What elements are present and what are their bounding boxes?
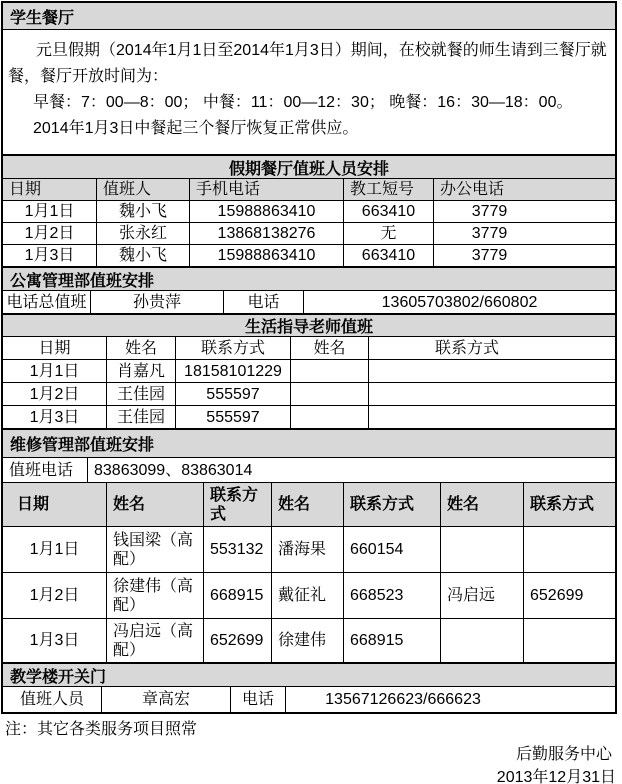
table-cell: 3779: [433, 201, 615, 222]
table-cell: 1月2日: [29, 587, 80, 604]
table-row: [3, 406, 615, 429]
table-cell: 15988863410: [189, 201, 343, 222]
section-title-text: 教学楼开关门: [10, 668, 107, 686]
column-header: 姓名: [106, 483, 203, 526]
table-cell: 13605703802/660802: [303, 291, 615, 313]
table-cell: 王佳园: [106, 383, 175, 405]
table-cell: 1月2日: [29, 385, 80, 403]
table-cell: 555597: [175, 383, 290, 405]
table-cell: [368, 360, 615, 382]
table-cell: 徐建伟: [271, 619, 343, 662]
table-cell: 无: [343, 223, 433, 244]
section-title-student-canteen: [3, 3, 615, 30]
table-row: [3, 360, 615, 383]
table-cell: 魏小飞: [96, 201, 189, 222]
table-cell: 戴征礼: [271, 573, 343, 618]
table-cell: 1月2日: [24, 225, 75, 242]
column-header: 值班人: [96, 179, 189, 200]
column-header: 联系方式: [203, 483, 271, 526]
column-header: 姓名: [106, 337, 175, 359]
table-cell: 1月1日: [29, 362, 80, 380]
table-cell: [440, 527, 523, 572]
section-title-maintenance: [3, 429, 615, 458]
table-cell: 663410: [343, 245, 433, 266]
table-cell: 3779: [433, 223, 615, 244]
paragraph-line: 餐，餐厅开放时间为：: [8, 68, 169, 85]
section-title-apartment: [3, 267, 615, 291]
table-cell: 652699: [523, 573, 615, 618]
section-title-text: 公寓管理部值班安排: [10, 272, 155, 290]
table-cell: 魏小飞: [96, 245, 189, 266]
table-cell: 冯启远（高配）: [106, 619, 203, 662]
column-header: 联系方式: [523, 483, 615, 526]
table-cell: 电话: [223, 291, 303, 313]
table-row: [3, 223, 615, 245]
table-cell: 553132: [203, 527, 271, 572]
section-title-text: 生活指导老师值班: [244, 319, 373, 336]
column-header: 办公电话: [433, 179, 615, 200]
apartment-duty-row: [3, 291, 615, 314]
table-cell: 值班电话: [9, 461, 74, 479]
maintenance-header-row: [3, 483, 615, 527]
table-cell: 电话总值班: [6, 293, 87, 311]
table-cell: 电话: [230, 687, 285, 712]
table-cell: 660154: [343, 527, 440, 572]
paragraph-line: 2014年1月3日中餐起三个餐厅恢复正常供应。: [33, 120, 359, 137]
table-cell: 张永红: [96, 223, 189, 244]
table-cell: 冯启远: [440, 573, 523, 618]
table-cell: 1月3日: [29, 632, 80, 649]
table-row: [3, 573, 615, 619]
table-cell: 652699: [203, 619, 271, 662]
footer-organization: 后勤服务中心: [515, 746, 612, 763]
table-row: [3, 201, 615, 223]
column-header: 姓名: [290, 337, 368, 359]
table-cell: 668915: [343, 619, 440, 662]
table-cell: 1月3日: [29, 408, 80, 426]
table-cell: [368, 383, 615, 405]
table-cell: 555597: [175, 406, 290, 428]
section-title-teaching-building: [3, 663, 615, 687]
column-header: 日期: [17, 496, 50, 513]
table-cell: 钱国梁（高配）: [106, 527, 203, 572]
teaching-building-duty-row: [3, 687, 615, 712]
table-cell: 章高宏: [101, 687, 230, 712]
table-cell: 668915: [203, 573, 271, 618]
table-cell: [523, 527, 615, 572]
table-cell: 肖嘉凡: [106, 360, 175, 382]
section-title-text: 维修管理部值班安排: [10, 437, 155, 454]
table-cell: [368, 406, 615, 428]
table-cell: 18158101229: [175, 360, 290, 382]
table-row: [3, 619, 615, 663]
section-title-life-teacher: [3, 314, 615, 337]
canteen-notice-paragraph: [3, 30, 615, 155]
table-row: [3, 383, 615, 406]
table-cell: 663410: [343, 201, 433, 222]
table-row: [3, 527, 615, 573]
table-cell: 668523: [343, 573, 440, 618]
column-header: 日期: [38, 339, 71, 357]
table-cell: 13567126623/666623: [285, 687, 615, 712]
table-cell: 83863099、83863014: [87, 458, 615, 482]
paragraph-line: 元旦假期（2014年1月1日至2014年1月3日）期间，在校就餐的师生请到三餐厅就: [36, 42, 607, 59]
maintenance-phone-row: [3, 458, 615, 483]
table-cell: 1月1日: [24, 203, 75, 220]
section-title-text: 学生餐厅: [10, 9, 75, 27]
life-teacher-header-row: [3, 337, 615, 360]
column-header: 联系方式: [343, 483, 440, 526]
table-cell: 孙贵萍: [90, 291, 223, 313]
canteen-duty-header-row: [3, 179, 615, 201]
table-cell: 王佳园: [106, 406, 175, 428]
table-cell: [523, 619, 615, 662]
table-cell: 1月1日: [29, 541, 80, 558]
table-cell: [290, 383, 368, 405]
table-cell: 15988863410: [189, 245, 343, 266]
table-cell: 潘海果: [271, 527, 343, 572]
table-cell: 徐建伟（高配）: [106, 573, 203, 618]
column-header: 教工短号: [343, 179, 433, 200]
table-cell: 3779: [433, 245, 615, 266]
column-header: 日期: [9, 181, 42, 198]
column-header: 姓名: [440, 483, 523, 526]
table-cell: [440, 619, 523, 662]
table-row: [3, 245, 615, 267]
section-title-canteen-duty: [3, 155, 615, 179]
footer-note: 注：其它各类服务项目照常: [5, 721, 198, 738]
table-cell: [290, 406, 368, 428]
table-cell: 13868138276: [189, 223, 343, 244]
table-cell: 值班人员: [19, 691, 84, 708]
section-title-text: 假期餐厅值班人员安排: [228, 160, 389, 178]
table-cell: 1月3日: [24, 247, 75, 264]
column-header: 手机电话: [189, 179, 343, 200]
column-header: 联系方式: [368, 337, 615, 359]
notice-table: [1, 1, 617, 714]
footer-date: 2013年12月31日: [496, 769, 616, 784]
column-header: 联系方式: [175, 337, 290, 359]
paragraph-line: 早餐：7：00—8：00； 中餐：11：00—12：30； 晚餐：16：30—18：00。: [33, 94, 573, 111]
column-header: 姓名: [271, 483, 343, 526]
table-cell: [290, 360, 368, 382]
